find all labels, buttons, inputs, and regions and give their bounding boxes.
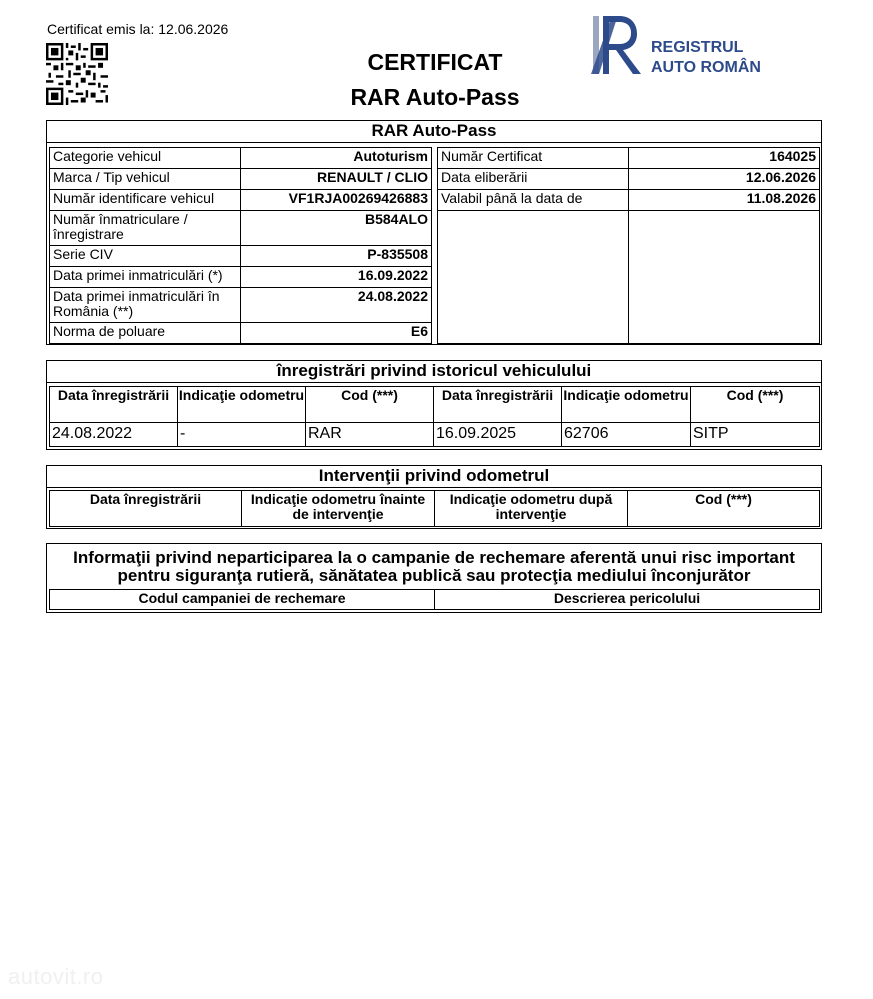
vehicle-value: VF1RJA00269426883 [240, 189, 432, 211]
cert-label: Număr Certificat [437, 147, 629, 169]
history-header: Indicaţie odometru [561, 386, 691, 423]
history-cell: 16.09.2025 [433, 422, 562, 447]
rar-logo [589, 12, 774, 78]
vehicle-value: B584ALO [240, 210, 432, 246]
history-cell: 24.08.2022 [49, 422, 178, 447]
odometer-header: Data înregistrării [49, 490, 242, 527]
logo-line-2: AUTO ROMÂN [651, 59, 761, 76]
logo-line-1: REGISTRUL [651, 39, 744, 56]
odometer-header: Cod (***) [627, 490, 820, 527]
cert-value: 164025 [628, 147, 820, 169]
vehicle-value: Autoturism [240, 147, 432, 169]
vehicle-label: Categorie vehicul [49, 147, 241, 169]
cert-value: 12.06.2026 [628, 168, 820, 190]
vehicle-section-title: RAR Auto-Pass [47, 121, 821, 143]
recall-section-title: Informaţii privind neparticiparea la o campanie de rechemare aferentă unui risc important pentru siguranţa rutieră, sănătatea publică sau protecţia mediului înconjurător [73, 548, 795, 585]
history-header: Data înregistrării [433, 386, 562, 423]
qr-code [46, 43, 108, 105]
history-cell: 62706 [561, 422, 691, 447]
vehicle-label: Număr înmatriculare / înregistrare [49, 210, 241, 246]
vehicle-value: RENAULT / CLIO [240, 168, 432, 190]
vehicle-label: Norma de poluare [49, 322, 241, 344]
vehicle-label: Serie CIV [49, 245, 241, 267]
cert-empty-cell [628, 210, 820, 344]
history-cell: RAR [305, 422, 434, 447]
history-section-title: înregistrări privind istoricul vehiculului [47, 361, 821, 383]
history-header: Cod (***) [305, 386, 434, 423]
vehicle-label: Data primei inmatriculări în România (**) [49, 287, 241, 323]
recall-header: Codul campaniei de rechemare [49, 589, 435, 610]
history-header: Cod (***) [690, 386, 820, 423]
vehicle-value: E6 [240, 322, 432, 344]
watermark: autovit.ro [8, 964, 104, 989]
vehicle-value: 24.08.2022 [240, 287, 432, 323]
odometer-header: Indicaţie odometru înainte de intervenţie [241, 490, 435, 527]
history-header: Indicaţie odometru [177, 386, 306, 423]
vehicle-label: Data primei inmatriculări (*) [49, 266, 241, 288]
vehicle-label: Număr identificare vehicul [49, 189, 241, 211]
cert-empty-cell [437, 210, 629, 344]
vehicle-label: Marca / Tip vehicul [49, 168, 241, 190]
certificate-title: CERTIFICAT [367, 49, 503, 75]
cert-label: Data eliberării [437, 168, 629, 190]
cert-label: Valabil până la data de [437, 189, 629, 211]
recall-header: Descrierea pericolului [434, 589, 820, 610]
vehicle-value: 16.09.2022 [240, 266, 432, 288]
history-cell: SITP [690, 422, 820, 447]
odometer-section-title: Intervenţii privind odometrul [47, 466, 821, 488]
certificate-subtitle: RAR Auto-Pass [350, 84, 520, 110]
odometer-header: Indicaţie odometru după intervenţie [434, 490, 628, 527]
issue-date: Certificat emis la: 12.06.2026 [47, 21, 229, 37]
cert-value: 11.08.2026 [628, 189, 820, 211]
history-header: Data înregistrării [49, 386, 178, 423]
history-cell: - [177, 422, 306, 447]
vehicle-value: P-835508 [240, 245, 432, 267]
